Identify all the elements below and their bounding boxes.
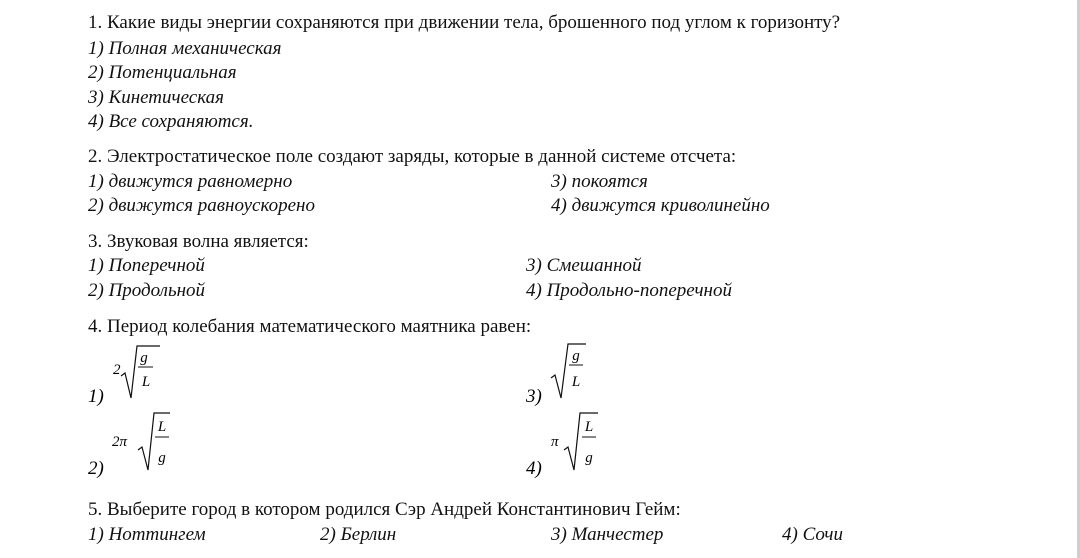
question-5-text: 5. Выберите город в котором родился Сэр Андрей Константинович Гейм: — [88, 499, 681, 520]
radical-sign-icon — [551, 344, 586, 398]
question-2-answer-2: 2) движутся равноускорено — [88, 195, 315, 216]
question-4-answer-4-den: g — [585, 450, 593, 466]
question-4-answer-1-coef: 2 — [113, 362, 121, 378]
question-1-answer-2: 2) Потенциальная — [88, 62, 237, 83]
question-2-text: 2. Электростатическое поле создают заряды, которые в данной системе отсчета: — [88, 146, 737, 167]
question-3-answer-2: 2) Продольной — [88, 280, 206, 301]
question-4-text: 4. Период колебания математического маятника равен: — [88, 316, 532, 337]
question-4-answer-3-den: L — [571, 374, 581, 390]
question-1-answer-3: 3) Кинетическая — [88, 87, 224, 108]
question-5-answer-4: 4) Сочи — [782, 524, 843, 545]
question-2-answer-1: 1) движутся равномерно — [88, 171, 293, 192]
question-4-answer-2-den: g — [158, 450, 166, 466]
question-5-answer-2: 2) Берлин — [320, 524, 397, 545]
question-4-answer-4-coef: π — [551, 434, 559, 450]
question-1-answer-4: 4) Все сохраняются. — [88, 111, 254, 132]
question-4-answer-4-num: L — [584, 419, 594, 435]
question-3-text: 3. Звуковая волна является: — [88, 231, 309, 252]
question-1-answer-1: 1) Полная механическая — [88, 38, 282, 59]
question-4-answer-2-num: L — [157, 419, 167, 435]
question-5-answer-1: 1) Ноттингем — [88, 524, 206, 545]
question-5-answer-3: 3) Манчестер — [551, 524, 664, 545]
question-4-answer-1-label: 1) — [88, 386, 104, 407]
question-2-answer-3: 3) покоятся — [551, 171, 648, 192]
question-3-answer-3: 3) Смешанной — [526, 255, 642, 276]
question-4-answer-1-den: L — [141, 374, 151, 390]
question-4-answer-1-num: g — [140, 350, 148, 366]
question-4-answer-2 — [88, 410, 188, 482]
question-4-answer-3-num: g — [572, 348, 580, 364]
question-4-answer-4-label: 4) — [526, 458, 542, 479]
question-1-text: 1. Какие виды энергии сохраняются при движении тела, брошенного под углом к горизонту? — [88, 12, 841, 33]
question-4-answer-2-label: 2) — [88, 458, 104, 479]
question-4-answer-3 — [526, 340, 616, 410]
question-3-answer-4: 4) Продольно-поперечной — [526, 280, 732, 301]
question-4-answer-2-coef: 2π — [112, 434, 128, 450]
question-4-answer-1 — [88, 340, 178, 410]
question-3-answer-1: 1) Поперечной — [88, 255, 205, 276]
question-4-answer-3-label: 3) — [526, 386, 542, 407]
question-4-answer-4 — [526, 410, 616, 482]
question-2-answer-4: 4) движутся криволинейно — [551, 195, 770, 216]
